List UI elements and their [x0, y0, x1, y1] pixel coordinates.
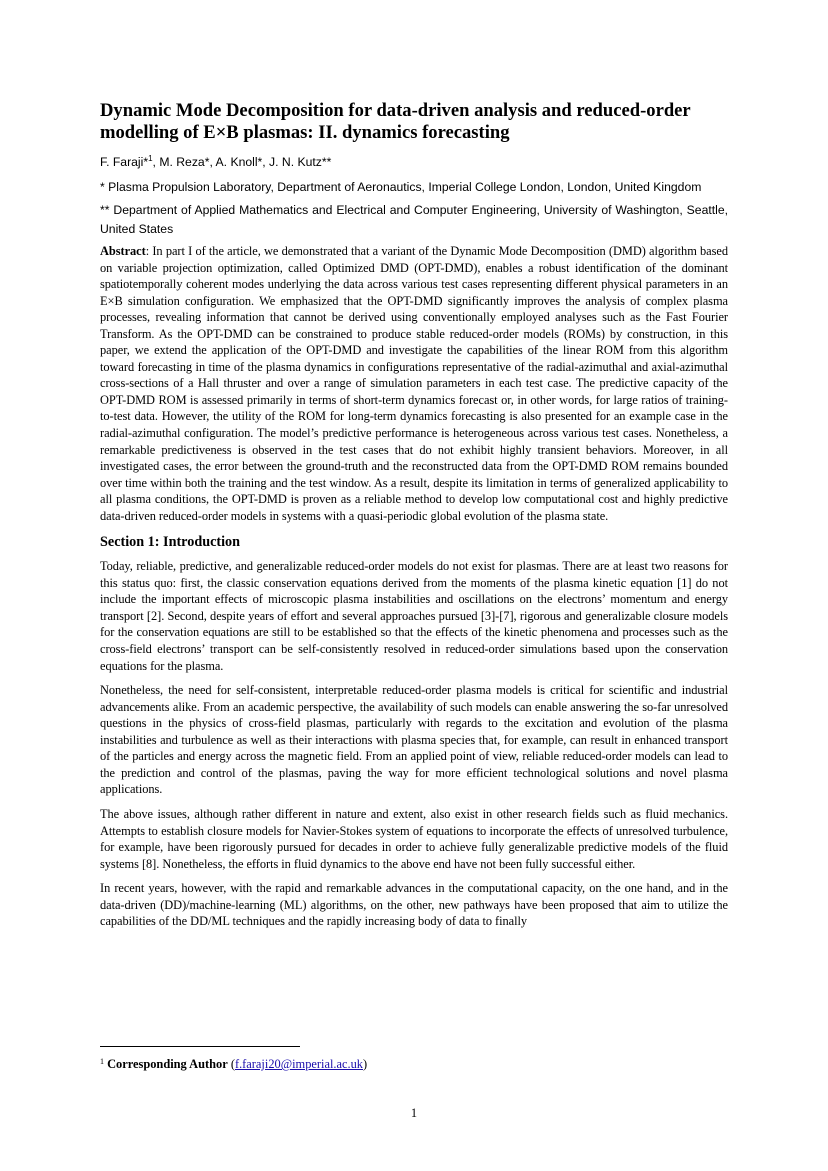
intro-paragraph-1: Today, reliable, predictive, and generalizable reduced-order models do not exist for plasmas. There are at least two reasons for this status quo: first, the classic conservation equations derived from the moments of the plasma kinetic equation [1] do not include the important effects of microscopic plasma instabilities and oscillations on the electrons’ momentum and energy transport [2]. Second, despite years of effort and several approaches pursued [3]-[7], rigorous and generalizable closure models for the conservation equations are still to be established so that the effects of the kinetic phenomena and processes such as the cross-field electrons’ transport can be self-consistently resolved in reduced-order simulations based upon the conservation equations for the plasma.: [100, 559, 728, 673]
corresponding-email-link[interactable]: f.faraji20@imperial.ac.uk: [234, 1057, 363, 1071]
author-names-start: F. Faraji*: [100, 155, 149, 169]
intro-paragraph-3: The above issues, although rather different in nature and extent, also exist in other research fields such as fluid mechanics. Attempts to establish closure models for Navier-Stokes system of equations to incorporate the effects of unresolved turbulence, for example, have been rigorously pursued for decades in order to achieve fully generalizable predictive models of the fluid systems [8]. Nonetheless, the efforts in fluid dynamics to the above end have not been fully successful either.: [100, 806, 728, 871]
footnote-label: Corresponding Author: [107, 1057, 228, 1071]
footnote-divider: [100, 1046, 300, 1047]
abstract: [100, 243, 728, 524]
author-list: [100, 150, 728, 172]
footnote-paren-open: (: [227, 1057, 235, 1071]
intro-paragraph-4: In recent years, however, with the rapid and remarkable advances in the computational capacity, on the one hand, and in the data-driven (DD)/machine-learning (ML) algorithms, on the other, new pathways have been proposed that aim to utilize the capabilities of the DD/ML techniques and the rapidly increasing body of data to finally: [100, 881, 728, 929]
title-line-2: modelling of E×B plasmas: II. dynamics forecasting: [100, 122, 510, 143]
footnote-mark: 1: [100, 1057, 104, 1066]
footnote: [100, 1054, 367, 1072]
abstract-label: Abstract: [100, 244, 146, 258]
page-content: [100, 100, 728, 938]
paper-title: [100, 100, 728, 144]
author-names-rest: , M. Reza*, A. Knoll*, J. N. Kutz**: [152, 155, 332, 169]
footnote-paren-close: ): [363, 1057, 368, 1071]
affiliation-washington: ** Department of Applied Mathematics and Electrical and Computer Engineering, University of Washington, Seattle, United States: [100, 203, 728, 236]
title-line-1: Dynamic Mode Decomposition for data-driven analysis and reduced-order: [100, 100, 691, 121]
intro-paragraph-2: Nonetheless, the need for self-consistent, interpretable reduced-order plasma models is critical for scientific and industrial advancements alike. From an academic perspective, the availability of such models can enable answering the so-far unresolved questions in the physics of cross-field plasmas, particularly with regards to the excitation and evolution of the plasma instabilities and turbulence as well as their interactions with plasma species that, for example, can result in enhanced transport of the particles and energy across the magnetic field. From an applied point of view, reliable reduced-order models can lead to the prediction and control of the plasmas, paving the way for more efficient technological solutions and novel plasma applications.: [100, 683, 728, 797]
section-heading: Section 1: Introduction: [100, 534, 241, 551]
affiliation-imperial: * Plasma Propulsion Laboratory, Department of Aeronautics, Imperial College London, London, United Kingdom: [100, 179, 702, 194]
author-footnote-mark: 1: [148, 154, 153, 163]
page-number: 1: [410, 1106, 418, 1120]
abstract-text: : In part I of the article, we demonstrated that a variant of the Dynamic Mode Decomposition (DMD) algorithm based on variable projection optimization, called Optimized DMD (OPT-DMD), enables a robust identification of the dominant spatiotemporally coherent modes underlying the data across various test cases representing different physical parameters in an E×B simulation configuration. We emphasized that the OPT-DMD significantly improves the analysis of complex plasma processes, revealing information that cannot be derived using conventionally employed analyses such as the Fast Fourier Transform. As the OPT-DMD can be constrained to produce stable reduced-order models (ROMs) by construction, in this paper, we extend the application of the OPT-DMD and investigate the capabilities of the linear ROM from this algorithm toward forecasting in time of the plasma dynamics in configurations representative of the radial-azimuthal and axial-azimuthal cross-sections of a Hall thruster and over a range of simulation parameters in each test case. The predictive capacity of the OPT-DMD ROM is assessed primarily in terms of short-term dynamics forecast or, in other words, for large ratios of training-to-test data. However, the utility of the ROM for long-term dynamics forecasting is also presented for an example case in the radial-azimuthal configuration. The model’s predictive performance is heterogeneous across various test cases. Nonetheless, a remarkable predictiveness is observed in the test cases that do not exhibit highly transient behaviors. Moreover, in all investigated cases, the error between the ground-truth and the reconstructed data from the OPT-DMD ROM remains bounded over time within both the training and the test window. As a result, despite its limitation in terms of generalized applicability to all plasma conditions, the OPT-DMD is proven as a reliable method to develop low computational cost and highly predictive data-driven reduced-order models in systems with a quasi-periodic global evolution of the plasma state.: [100, 244, 728, 523]
